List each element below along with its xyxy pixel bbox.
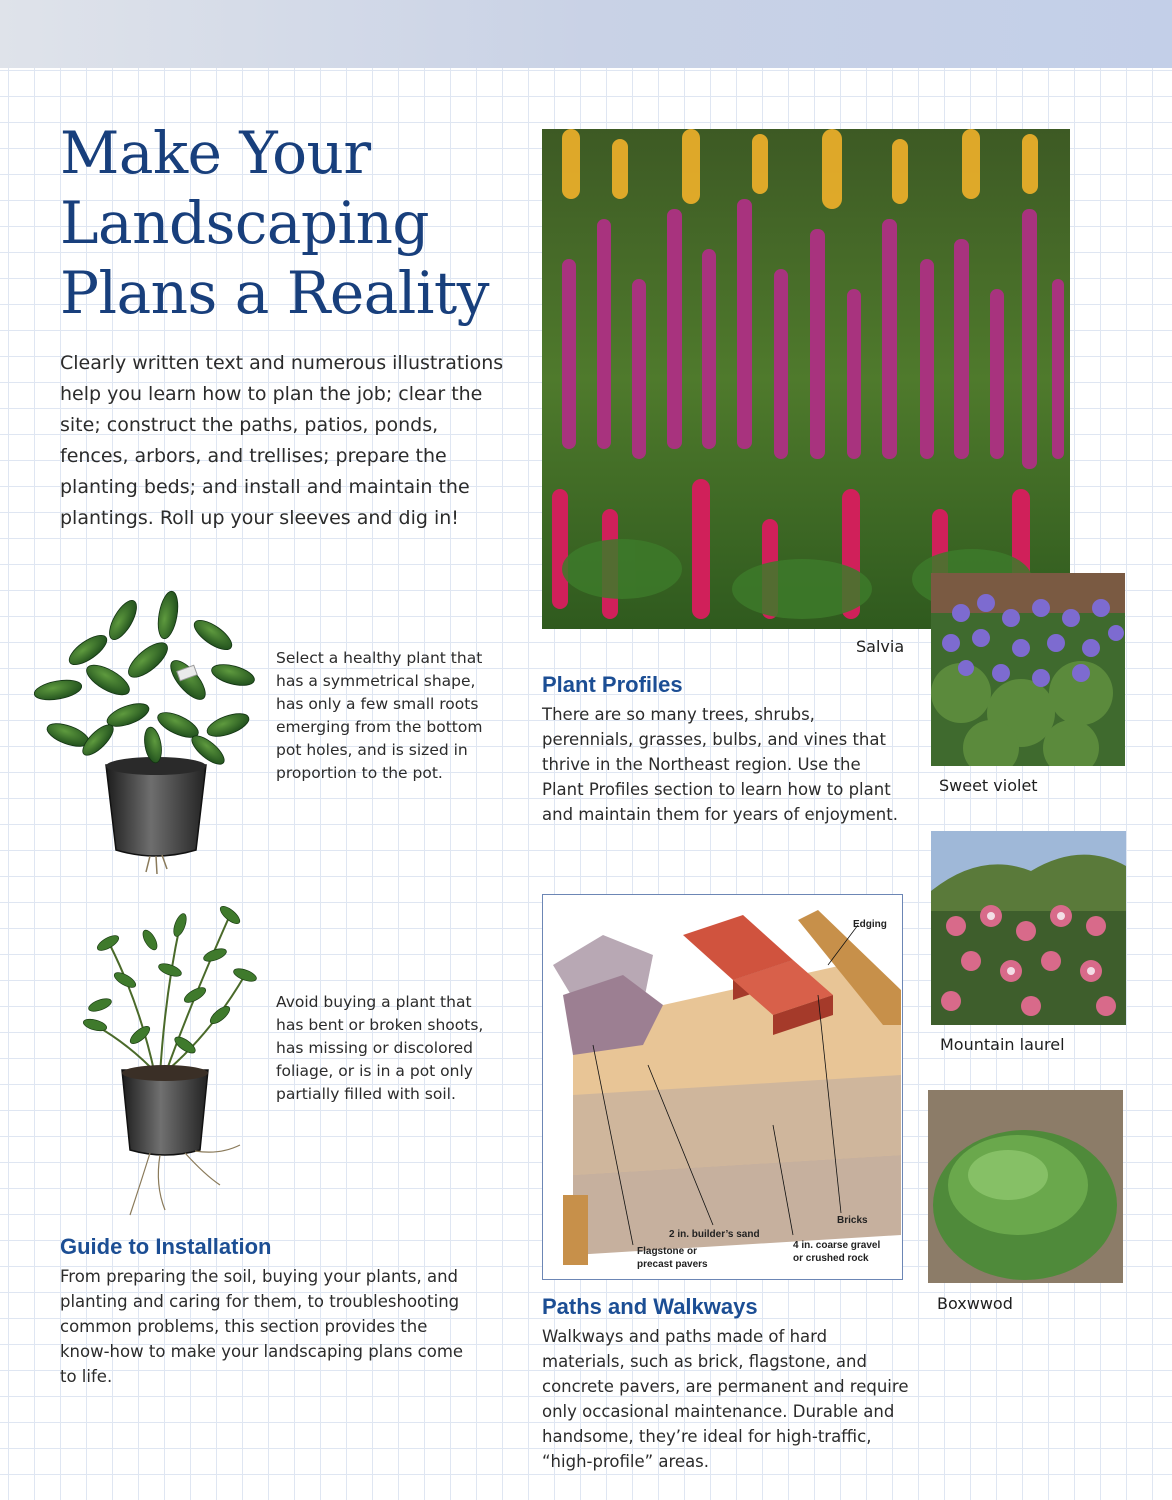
sweet-violet-photo xyxy=(931,573,1125,766)
mountain-laurel-photo xyxy=(931,831,1126,1025)
label-flagstone-1: Flagstone or xyxy=(637,1246,698,1257)
label-bricks: Bricks xyxy=(837,1215,868,1226)
label-flagstone-2: precast pavers xyxy=(637,1259,708,1270)
label-gravel-1: 4 in. coarse gravel xyxy=(793,1240,881,1251)
unhealthy-plant-tip: Avoid buying a plant that has bent or broken shoots, has missing or discolored foliage, or is in a pot only partially filled with soil. xyxy=(276,993,484,1103)
path-cross-section-diagram xyxy=(542,894,903,1280)
title-line-2: Landscaping xyxy=(60,189,430,257)
paths-text: Walkways and paths made of hard materials, such as brick, flagstone, and concrete pavers, are permanent and require only occasional maintenance. Durable and handsome, they’re ideal for high-traffic, “high-profile” areas. xyxy=(542,1327,909,1471)
title-line-1: Make Your xyxy=(60,119,371,187)
boxwood-caption: Boxwwod xyxy=(937,1294,1013,1313)
salvia-photo xyxy=(542,129,1070,629)
guide-heading: Guide to Installation xyxy=(60,1234,272,1259)
label-edging: Edging xyxy=(853,919,887,930)
intro-paragraph: Clearly written text and numerous illustrations help you learn how to plan the job; clear the site; construct the paths, patios, ponds, fences, arbors, and trellises; prepare the planting beds; and install and maintain the plantings. Roll up your sleeves and dig in! xyxy=(60,352,504,529)
sweet-violet-caption: Sweet violet xyxy=(939,776,1038,795)
guide-text: From preparing the soil, buying your plants, and planting and caring for them, to troubleshooting common problems, this section provides the know-how to make your landscaping plans come to life. xyxy=(60,1267,464,1386)
plant-profiles-heading: Plant Profiles xyxy=(542,672,683,697)
mountain-laurel-caption: Mountain laurel xyxy=(940,1035,1065,1054)
label-gravel-2: or crushed rock xyxy=(793,1253,869,1264)
top-banner xyxy=(0,0,1172,68)
boxwood-photo xyxy=(928,1090,1123,1283)
healthy-plant-tip: Select a healthy plant that has a symmetrical shape, has only a few small roots emerging from the bottom pot holes, and is sized in proportion to the pot. xyxy=(276,649,483,782)
title-line-3: Plans a Reality xyxy=(60,259,489,327)
healthy-plant-illustration xyxy=(28,590,263,880)
label-sand: 2 in. builder’s sand xyxy=(669,1229,760,1240)
plant-profiles-text: There are so many trees, shrubs, perennials, grasses, bulbs, and vines that thrive in the Northeast region. Use the Plant Profiles section to learn how to plant and maintain them for years of enjoyment. xyxy=(542,705,898,824)
salvia-caption: Salvia xyxy=(856,637,905,656)
unhealthy-plant-illustration xyxy=(70,885,260,1220)
page-title xyxy=(60,118,520,328)
paths-heading: Paths and Walkways xyxy=(542,1294,758,1319)
